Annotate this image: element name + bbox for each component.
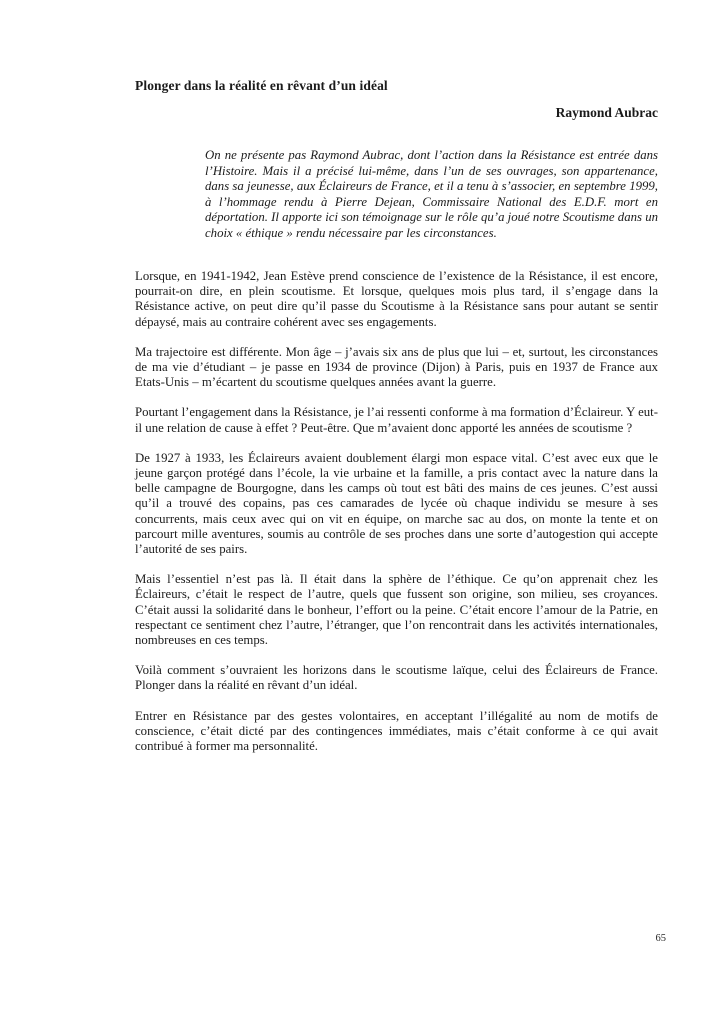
- article-body: [135, 269, 658, 754]
- body-paragraph: Voilà comment s’ouvraient les horizons dans le scoutisme laïque, celui des Éclaireurs de France. Plonger dans la réalité en rêvant d’un idéal.: [135, 663, 658, 693]
- body-paragraph: Entrer en Résistance par des gestes volontaires, en acceptant l’illégalité au nom de motifs de conscience, c’était dicté par des contingences immédiates, mais c’était conforme à ce qui avait contribué à former ma personnalité.: [135, 708, 658, 754]
- body-paragraph: De 1927 à 1933, les Éclaireurs avaient doublement élargi mon espace vital. C’est avec eux que le jeune garçon protégé dans l’école, la vie urbaine et la famille, a pris contact avec la nature dans la belle campagne de Bourgogne, dans les camps où tout est bâti des mains de ces jeunes. C’est aussi qu’il a trouvé des copains, pas ces camarades de lycée où chaque individu se mesure à ses concurrents, mais ceux avec qui on vit en équipe, on marche sac au dos, on monte la tente et on parcourt mille aventures, soumis au contrôle de ses proches dans une sorte d’autogestion qui accepte l’autorité de ses pairs.: [135, 450, 658, 557]
- page-number: 65: [655, 933, 666, 944]
- body-paragraph: Lorsque, en 1941-1942, Jean Estève prend conscience de l’existence de la Résistance, il est encore, pourrait-on dire, en plein scoutisme. Et lorsque, quelques mois plus tard, il s’engage dans la Résistance active, on peut dire qu’il passe du Scoutisme à la Résistance sans pour autant se sentir dépaysé, mais au contraire cohérent avec ses engagements.: [135, 269, 658, 329]
- body-paragraph: Ma trajectoire est différente. Mon âge – j’avais six ans de plus que lui – et, surtout, les circonstances de ma vie d’étudiant – je passe en 1934 de province (Dijon) à Paris, puis en 1937 de France aux Etats-Unis – m’écartent du scoutisme quelques années avant la guerre.: [135, 344, 658, 390]
- intro-abstract: On ne présente pas Raymond Aubrac, dont l’action dans la Résistance est entrée dans l’Histoire. Mais il a précisé lui-même, dans l’un de ses ouvrages, son appartenance, dans sa jeunesse, aux Éclaireurs de France, et il a tenu à s’associer, en septembre 1999, à l’hommage rendu à Pierre Dejean, Commissaire National des E.D.F. mort en déportation. Il apporte ici son témoignage sur le rôle qu’a joué notre Scoutisme dans un choix « éthique » rendu nécessaire par les circonstances.: [205, 148, 658, 240]
- page-title: Plonger dans la réalité en rêvant d’un idéal: [135, 78, 388, 93]
- body-paragraph: Mais l’essentiel n’est pas là. Il était dans la sphère de l’éthique. Ce qu’on apprenait chez les Éclaireurs, c’était le respect de l’autre, quels que fussent son origine, son milieu, ses croyances. C’était aussi la solidarité dans le bonheur, l’effort ou la peine. C’était encore l’amour de la Patrie, en respectant ce sentiment chez l’autre, l’étranger, que l’on rencontrait dans les activités internationales, nombreuses en ces temps.: [135, 572, 658, 648]
- body-paragraph: Pourtant l’engagement dans la Résistance, je l’ai ressenti conforme à ma formation d’Éclaireur. Y eut-il une relation de cause à effet ? Peut-être. Que m’avaient donc apporté les années de scoutisme ?: [135, 405, 658, 435]
- author-name: Raymond Aubrac: [555, 105, 658, 120]
